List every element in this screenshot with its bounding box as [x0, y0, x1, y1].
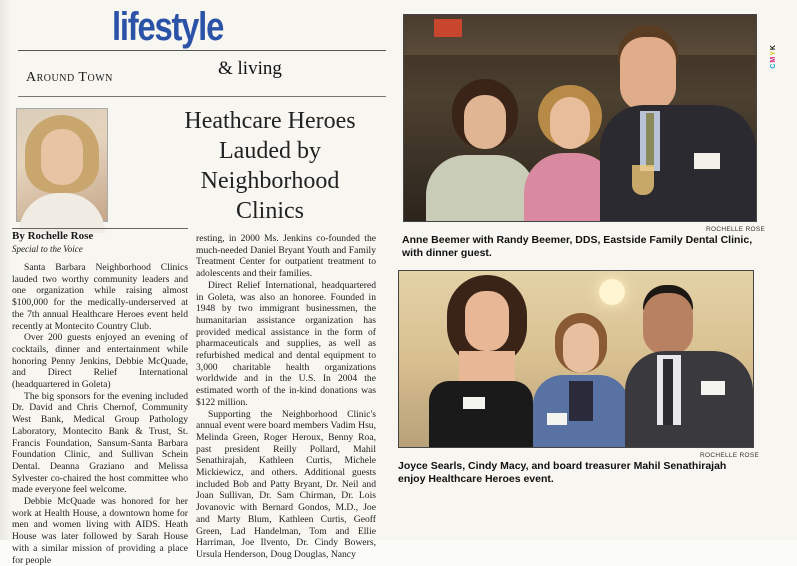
headline-line: Clinics: [235, 198, 304, 224]
byline-rule: [12, 228, 188, 229]
byline: By Rochelle Rose: [12, 230, 94, 242]
photo-2-caption: Joyce Searls, Cindy Macy, and board treasurer Mahil Senathirajah enjoy Healthcare Heroes event.: [398, 460, 727, 485]
byline-note: Special to the Voice: [12, 244, 83, 254]
paragraph: Over 200 guests enjoyed an evening of cocktails, dinner and entertainment while honoring Penny Jenkins, Debbie McQuade, and Direct Relief International (headquartered in Goleta): [12, 332, 188, 391]
masthead-rule: [18, 50, 386, 51]
section-masthead: lifestyle: [112, 5, 224, 49]
paragraph: resting, in 2000 Ms. Jenkins co-founded the much-needed Daniel Bryant Youth and Family Treatment Center for outpatient treatment to adolescents and their families.: [196, 233, 376, 280]
paragraph: Santa Barbara Neighborhood Clinics lauded two worthy community leaders and one organization while raising almost $100,000 for the medically-underserved at the 7th annual Healthcare Heroes event held recently at Montecito Country Club.: [12, 262, 188, 332]
headline-line: Neighborhood: [200, 168, 340, 194]
photo-2-credit: ROCHELLE ROSE: [700, 452, 760, 459]
article-headline: [150, 106, 390, 226]
column-name: Around Town: [26, 70, 113, 85]
paragraph: The big sponsors for the evening included Dr. David and Chris Chernof, Community West Bank, Medical Group Pathology Laboratory, Montecito Bank & Trust, St. Francis Foundation, Sansum-Santa Barbara Foundation Clinic, and Sullivan Schein Dental. Deanna Graziano and Melissa Sylvester co-chaired the host committee who made everyone feel welcome.: [12, 390, 188, 496]
paragraph: Debbie McQuade was honored for her work at Health House, a downtown home for men and women living with AIDS. Heath House was later followed by Sarah House with a similar mission of providing a place for people: [12, 496, 188, 566]
reg-c: C: [770, 62, 777, 69]
event-photo-2: [398, 270, 754, 448]
article-column-1: [12, 262, 188, 566]
subsection-masthead: & living: [218, 58, 282, 79]
paragraph: Supporting the Neighborhood Clinic's annual event were board members Vadim Hsu, Melinda Green, Roger Heroux, Benny Roa, past president Reilly Pollard, Mahil Senathirajah, Kathleen Curtis, Michele Mickiewicz, and others. Additional guests included Bob and Patty Bryant, Dr. Neil and Joan Sullivan, Dr. Sam Chirman, Dr. Lois Jovanovic with Bernard Gondos, M.D., Joe and Marty Blum, Kathleen Curtis, Geoff Green, Lad Handelman, Tom and Ellie Harriman, Joe Ilvento, Dr. Cindy Bowers, Ursula Henderson, Doug Douglas, Nancy: [196, 408, 376, 560]
paragraph: Direct Relief International, headquartered in Goleta, was also an honoree. Founded in 1948 by two immigrant businessmen, the humanitarian assistance organization has provided medical assistance in the form of pharmaceuticals and supplies, as well as refurbished medical and dental equipment to 3,000 charitable health organizations worldwide and in the U.S. In 2004 the estimated worth of the in-kind donations was $122 million.: [196, 279, 376, 408]
scan-edge: [0, 0, 12, 540]
registration-mark: [770, 44, 777, 69]
article-column-2: [196, 233, 376, 560]
headline-line: Lauded by: [219, 138, 321, 164]
reg-m: M: [770, 55, 777, 63]
photo-1-caption: Anne Beemer with Randy Beemer, DDS, Eastside Family Dental Clinic, with dinner guest.: [402, 234, 753, 259]
column-rule: [18, 96, 386, 97]
photo-1-credit: ROCHELLE ROSE: [706, 226, 766, 233]
reg-k: K: [770, 44, 777, 51]
headline-line: Heathcare Heroes: [184, 108, 356, 134]
author-headshot: [16, 108, 108, 222]
event-photo-1: [403, 14, 757, 222]
reg-y: Y: [770, 50, 777, 56]
